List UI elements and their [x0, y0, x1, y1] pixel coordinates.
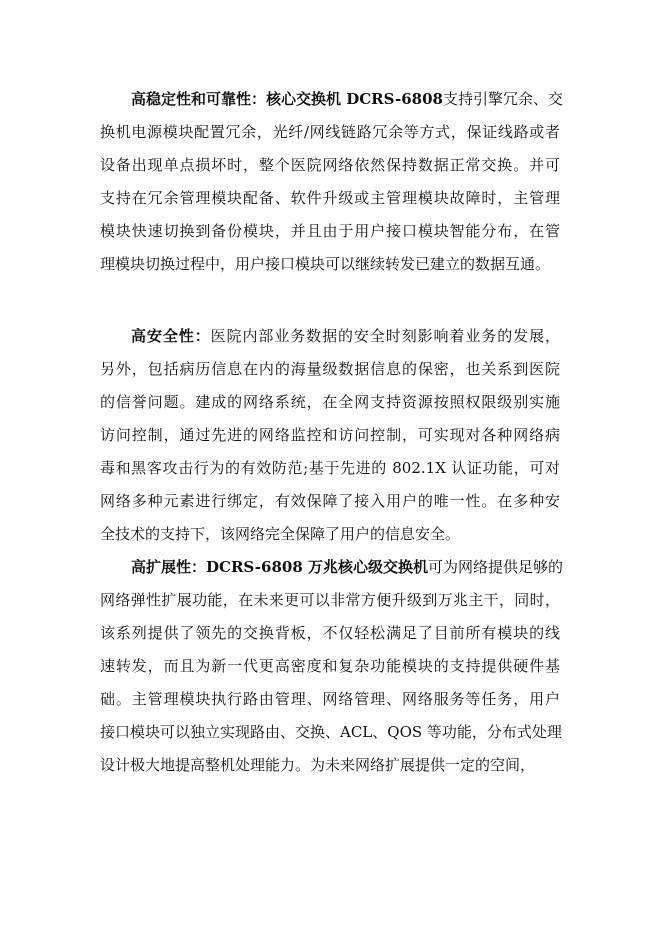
paragraph-stability-line	[131, 86, 564, 112]
paragraph-text: 网络弹性扩展功能，在未来更可以非常方便升级到万兆主干，同时，	[100, 591, 560, 609]
paragraph-scalability-line	[100, 620, 560, 646]
paragraph-heading: 高扩展性：DCRS-6808 万兆核心级交换机	[131, 558, 428, 576]
paragraph-text: 设备出现单点损坏时，整个医院网络依然保持数据正常交换。并可	[100, 156, 560, 174]
paragraph-security-line	[100, 521, 560, 547]
paragraph-text: 换机电源模块配置冗余，光纤/网线链路冗余等方式，保证线路或者	[100, 123, 560, 141]
paragraph-stability-line	[100, 152, 560, 178]
paragraph-text: 毒和黑客攻击行为的有效防范;基于先进的 802.1X 认证功能，可对	[100, 459, 560, 477]
paragraph-stability-line	[100, 185, 560, 211]
paragraph-stability-line	[100, 119, 560, 145]
paragraph-text: 设计极大地提高整机处理能力。为未来网络扩展提供一定的空间，	[100, 756, 536, 774]
paragraph-text: 模块快速切换到备份模块，并且由于用户接口模块智能分布，在管	[100, 222, 560, 240]
paragraph-security-line	[100, 389, 560, 415]
paragraph-security-line	[100, 356, 560, 382]
paragraph-text: 接口模块可以独立实现路由、交换、ACL、QOS 等功能，分布式处理	[100, 723, 562, 741]
paragraph-security-line	[131, 323, 560, 349]
paragraph-security-line	[100, 488, 560, 514]
paragraph-text: 医院内部业务数据的安全时刻影响着业务的发展，	[210, 327, 560, 345]
paragraph-security-line	[100, 422, 560, 448]
paragraph-text: 另外，包括病历信息在内的海量级数据信息的保密，也关系到医院	[100, 360, 560, 378]
paragraph-scalability-line	[100, 752, 560, 778]
paragraph-security-line	[100, 455, 560, 481]
paragraph-scalability-line	[100, 653, 560, 679]
paragraph-scalability-line	[100, 686, 560, 712]
paragraph-text: 网络多种元素进行绑定，有效保障了接入用户的唯一性。在多种安	[100, 492, 560, 510]
paragraph-stability-line	[100, 218, 560, 244]
paragraph-stability-line	[100, 251, 560, 277]
paragraph-text: 支持在冗余管理模块配备、软件升级或主管理模块故障时，主管理	[100, 189, 560, 207]
paragraph-text: 理模块切换过程中，用户接口模块可以继续转发已建立的数据互通。	[100, 255, 551, 273]
paragraph-text: 速转发，而且为新一代更高密度和复杂功能模块的支持提供硬件基	[100, 657, 560, 675]
paragraph-text: 该系列提供了领先的交换背板，不仅轻松满足了目前所有模块的线	[100, 624, 560, 642]
paragraph-text: 础。主管理模块执行路由管理、网络管理、网络服务等任务，用户	[100, 690, 560, 708]
paragraph-scalability-line	[100, 587, 560, 613]
paragraph-text: 全技术的支持下，该网络完全保障了用户的信息安全。	[100, 525, 461, 543]
paragraph-text: 访问控制，通过先进的网络监控和访问控制，可实现对各种网络病	[100, 426, 560, 444]
paragraph-scalability-line	[131, 554, 564, 580]
paragraph-text: 支持引擎冗余、交	[443, 90, 564, 108]
paragraph-scalability-line	[100, 719, 560, 745]
paragraph-heading: 高安全性：	[131, 327, 211, 345]
paragraph-heading: 高稳定性和可靠性：核心交换机 DCRS-6808	[131, 90, 443, 108]
paragraph-text: 的信誉问题。建成的网络系统，在全网支持资源按照权限级别实施	[100, 393, 560, 411]
paragraph-text: 可为网络提供足够的	[428, 558, 564, 576]
